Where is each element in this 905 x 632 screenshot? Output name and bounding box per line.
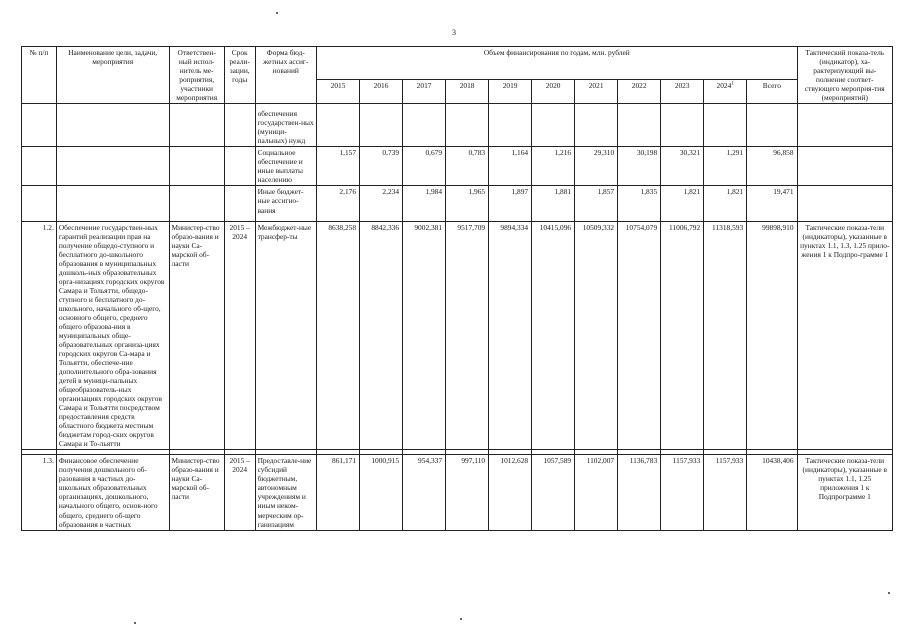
col-header-responsible: Ответствен-ный испол-нитель ме-роприятия, участники мероприятия (169, 47, 224, 104)
form-cell: Предоставле-ние субсидий бюджетным, автономным учреждениям и иным неком-мерческим ор-ганизациям (255, 455, 316, 530)
form-cell: Иные бюджет-ные ассигно-вания (255, 186, 316, 221)
value-cell: 11006,792 (661, 221, 704, 450)
row-responsible: Министер-ство образо-вания и науки Са-марской об-ласти (169, 455, 224, 530)
table-row (22, 221, 893, 450)
scan-speck (460, 618, 462, 620)
continuation-form-row (22, 104, 893, 147)
value-cell: 1012,628 (489, 455, 532, 530)
col-header-num: № п/п (22, 47, 57, 104)
value-cell: 1,821 (661, 186, 704, 221)
col-header-form: Форма бюд-жетных ассиг-нований (255, 47, 316, 104)
value-cell: 1,291 (704, 147, 747, 186)
value-cell: 9894,334 (489, 221, 532, 450)
year-header: 2023 (661, 80, 704, 104)
year-label: 2024 (716, 81, 732, 90)
row-period: 2015 – 2024 (224, 221, 255, 450)
scan-speck (276, 12, 278, 14)
value-cell: 10754,079 (618, 221, 661, 450)
header-row (22, 47, 893, 80)
value-cell: 954,337 (403, 455, 446, 530)
value-cell: 1,216 (532, 147, 575, 186)
total-cell: 19,471 (747, 186, 797, 221)
form-cell: Социальное обеспечение и иные выплаты населению (255, 147, 316, 186)
total-cell: 96,858 (747, 147, 797, 186)
row-number: 1.2. (22, 221, 57, 450)
year-header: 2022 (618, 80, 661, 104)
row-indicator: Тактические показа-тели (индикаторы), указанные в пунктах 1.1, 1.25 приложения 1 к Подпрограмме 1 (797, 455, 892, 530)
value-cell: 1,157 (317, 147, 360, 186)
funding-table (21, 46, 893, 531)
year-header: 2017 (403, 80, 446, 104)
value-cell: 2,176 (317, 186, 360, 221)
value-cell: 1,965 (446, 186, 489, 221)
continuation-row (22, 186, 893, 221)
value-cell: 8638,258 (317, 221, 360, 450)
value-cell: 30,321 (661, 147, 704, 186)
value-cell: 30,198 (618, 147, 661, 186)
value-cell: 1136,783 (618, 455, 661, 530)
value-cell: 0,783 (446, 147, 489, 186)
year-header-2024 (704, 80, 747, 104)
value-cell: 10415,096 (532, 221, 575, 450)
value-cell: 0,739 (360, 147, 403, 186)
row-responsible: Министер-ство образо-вания и науки Са-марской об-ласти (169, 221, 224, 450)
page-number: 3 (452, 28, 456, 37)
row-period: 2015 – 2024 (224, 455, 255, 530)
year-header: 2015 (317, 80, 360, 104)
value-cell: 10509,332 (575, 221, 618, 450)
value-cell: 8842,336 (360, 221, 403, 450)
year-header: 2020 (532, 80, 575, 104)
continuation-row (22, 147, 893, 186)
footnote-mark: 1 (731, 81, 734, 87)
value-cell: 1,881 (532, 186, 575, 221)
scan-speck (888, 592, 890, 594)
year-header: 2016 (360, 80, 403, 104)
col-header-funding: Объем финансирования по годам, млн. рублей (317, 47, 798, 80)
row-indicator: Тактические показа-тели (индикаторы), указанные в пунктах 1.1, 1.3, 1.25 прило-жения 1 к Подпро-грамме 1 (797, 221, 892, 450)
total-cell: 10438,406 (747, 455, 797, 530)
value-cell: 29,310 (575, 147, 618, 186)
row-number: 1.3. (22, 455, 57, 530)
row-name: Финансовое обеспечение получения дошкольного об-разования в частных до-школьных образовательных организациях, дошкольного, начального общего, основ-ного общего, среднего об-щего образования в частных (56, 455, 169, 530)
value-cell: 0,679 (403, 147, 446, 186)
value-cell: 1,164 (489, 147, 532, 186)
col-header-period: Срок реали-зации, годы (224, 47, 255, 104)
year-header: 2018 (446, 80, 489, 104)
col-header-indicator: Тактический показа-тель (индикатор), ха-рактеризующий вы-полнение соответ-ствующего мероприя-тия (мероприятий) (797, 47, 892, 104)
value-cell: 1,897 (489, 186, 532, 221)
value-cell: 11318,593 (704, 221, 747, 450)
value-cell: 1057,589 (532, 455, 575, 530)
row-name: Обеспечение государствен-ных гарантий реализации прав на получение общедо-ступного и бесплатного до-школьного образования в муниципальных дошколь-ных образовательных орга-низациях городских округов Самара и Тольятти, общедо-ступного и бесплатного до-школьного, начального об-щего, основного общего, среднего общего образова-ния в муниципальных обще-образовательных организа-циях городских округов Са-мара и Тольятти, обеспече-ние дополнительного обра-зования детей в муници-пальных общеобразователь-ных организациях городских округов Самара и Тольятти посредством предоставления средств областного бюджета местным бюджетам город-ских округов Самара и То-льятти (56, 221, 169, 450)
col-header-name: Наименование цели, задачи, мероприятия (56, 47, 169, 104)
scan-speck (134, 622, 136, 624)
value-cell: 1157,933 (704, 455, 747, 530)
form-cell: Межбюджет-ные трансфер-ты (255, 221, 316, 450)
value-cell: 1102,007 (575, 455, 618, 530)
value-cell: 1,821 (704, 186, 747, 221)
year-header: 2021 (575, 80, 618, 104)
value-cell: 1000,915 (360, 455, 403, 530)
year-header: 2019 (489, 80, 532, 104)
value-cell: 1,984 (403, 186, 446, 221)
value-cell: 9517,709 (446, 221, 489, 450)
value-cell: 997,110 (446, 455, 489, 530)
value-cell: 2,234 (360, 186, 403, 221)
table-row (22, 455, 893, 530)
form-cell: обеспечения государствен-ных (муници-пальных) нужд (255, 104, 316, 147)
value-cell: 1,835 (618, 186, 661, 221)
total-header: Всего (747, 80, 797, 104)
value-cell: 1,857 (575, 186, 618, 221)
value-cell: 9002,381 (403, 221, 446, 450)
value-cell: 1157,933 (661, 455, 704, 530)
total-cell: 99898,910 (747, 221, 797, 450)
value-cell: 861,171 (317, 455, 360, 530)
